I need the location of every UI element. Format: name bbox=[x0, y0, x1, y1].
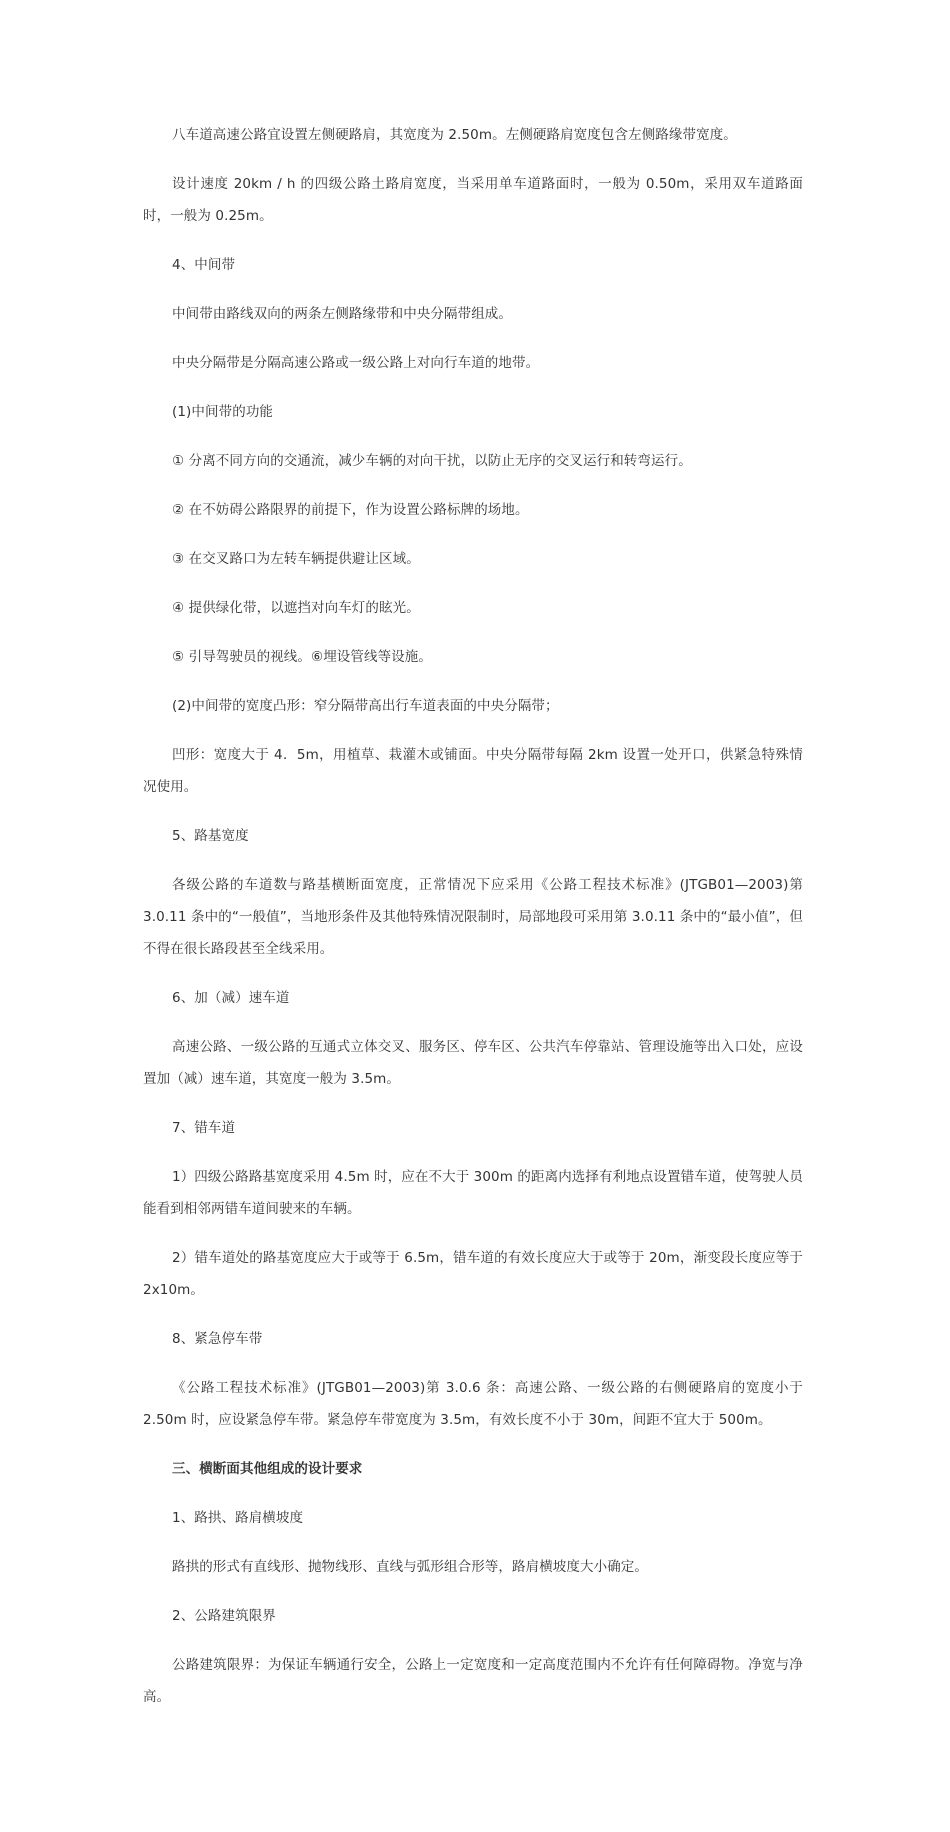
paragraph: 高速公路、一级公路的互通式立体交叉、服务区、停车区、公共汽车停靠站、管理设施等出入口处，应设置加（减）速车道，其宽度一般为 3.5m。 bbox=[143, 1039, 803, 1087]
section-heading: 8、紧急停车带 bbox=[172, 1331, 263, 1347]
subsection-heading: (2)中间带的宽度凸形：窄分隔带高出行车道表面的中央分隔带； bbox=[172, 698, 559, 714]
chapter-heading: 三、横断面其他组成的设计要求 bbox=[172, 1461, 363, 1477]
list-item: ② 在不妨碍公路限界的前提下，作为设置公路标牌的场地。 bbox=[172, 502, 529, 518]
paragraph: 各级公路的车道数与路基横断面宽度，正常情况下应采用《公路工程技术标准》(JTGB01—2003)第 3.0.11 条中的“一般值”，当地形条件及其他特殊情况限制时，局部地段可采用第 3.0.11 条中的“最小值”，但不得在很长路段甚至全线采用。 bbox=[143, 877, 803, 957]
paragraph: 凹形：宽度大于 4．5m，用植草、栽灌木或铺面。中央分隔带每隔 2km 设置一处开口，供紧急特殊情况使用。 bbox=[143, 747, 803, 795]
section-heading: 4、中间带 bbox=[172, 257, 236, 273]
paragraph: 中央分隔带是分隔高速公路或一级公路上对向行车道的地带。 bbox=[172, 355, 540, 371]
paragraph: 2）错车道处的路基宽度应大于或等于 6.5m，错车道的有效长度应大于或等于 20m，渐变段长度应等于 2x10m。 bbox=[143, 1250, 803, 1298]
paragraph: 公路建筑限界：为保证车辆通行安全，公路上一定宽度和一定高度范围内不允许有任何障碍物。净宽与净高。 bbox=[143, 1657, 803, 1705]
list-item: ④ 提供绿化带，以遮挡对向车灯的眩光。 bbox=[172, 600, 420, 616]
paragraph: 《公路工程技术标准》(JTGB01—2003)第 3.0.6 条：高速公路、一级公路的右侧硬路肩的宽度小于 2.50m 时，应设紧急停车带。紧急停车带宽度为 3.5m，有效长度不小于 30m，间距不宜大于 500m。 bbox=[143, 1380, 803, 1428]
subsection-heading: (1)中间带的功能 bbox=[172, 404, 274, 420]
section-heading: 2、公路建筑限界 bbox=[172, 1608, 276, 1624]
section-heading: 1、路拱、路肩横坡度 bbox=[172, 1510, 304, 1526]
paragraph: 八车道高速公路宜设置左侧硬路肩，其宽度为 2.50m。左侧硬路肩宽度包含左侧路缘带宽度。 bbox=[172, 127, 737, 143]
document-body bbox=[143, 119, 803, 1730]
section-heading: 7、错车道 bbox=[172, 1120, 236, 1136]
list-item: ③ 在交叉路口为左转车辆提供避让区域。 bbox=[172, 551, 420, 567]
paragraph: 路拱的形式有直线形、抛物线形、直线与弧形组合形等，路肩横坡度大小确定。 bbox=[172, 1559, 648, 1575]
list-item: ⑤ 引导驾驶员的视线。⑥埋设管线等设施。 bbox=[172, 649, 432, 665]
paragraph: 1）四级公路路基宽度采用 4.5m 时，应在不大于 300m 的距离内选择有利地点设置错车道，使驾驶人员能看到相邻两错车道间驶来的车辆。 bbox=[143, 1169, 803, 1217]
section-heading: 6、加（减）速车道 bbox=[172, 990, 290, 1006]
section-heading: 5、路基宽度 bbox=[172, 828, 249, 844]
paragraph: 中间带由路线双向的两条左侧路缘带和中央分隔带组成。 bbox=[172, 306, 512, 322]
list-item: ① 分离不同方向的交通流，减少车辆的对向干扰，以防止无序的交叉运行和转弯运行。 bbox=[172, 453, 692, 469]
paragraph: 设计速度 20km / h 的四级公路土路肩宽度，当采用单车道路面时，一般为 0.50m，采用双车道路面时，一般为 0.25m。 bbox=[143, 176, 803, 224]
